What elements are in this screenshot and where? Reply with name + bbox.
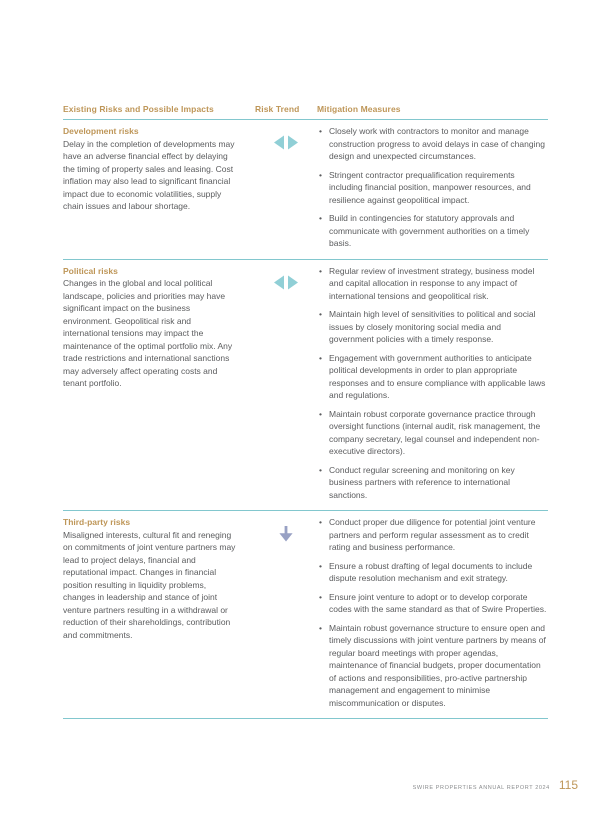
mitigation-list (317, 516, 548, 709)
risk-title: Third-party risks (63, 517, 131, 527)
mitigation-item: • Closely work with contractors to monitor and manage construction progress to avoid delays in case of changing design and unexpected circumstances. (317, 125, 548, 163)
mitigation-item: • Stringent contractor prequalification requirements including financial position, manpower resources, and resilience against geopolitical impact. (317, 169, 548, 207)
risk-cell (63, 265, 255, 502)
left-right-arrow-icon (274, 135, 298, 150)
header-existing-risks: Existing Risks and Possible Impacts (63, 104, 214, 114)
risk-title: Political risks (63, 265, 118, 276)
page-number: 115 (558, 778, 578, 792)
header-mitigation-measures: Mitigation Measures (317, 104, 401, 114)
trend-cell (255, 125, 317, 250)
risk-description: Delay in the completion of developments may have an adverse financial effect by delaying the timing of property sales and leasing. Cost inflation may also lead to significant financial impact due to economic volatilities, supply chain issues and labour shortage. (63, 138, 235, 211)
risk-cell (63, 125, 255, 250)
header-risk-trend: Risk Trend (255, 104, 300, 114)
report-title: SWIRE PROPERTIES ANNUAL REPORT 2024 (412, 785, 550, 791)
left-right-arrow-icon (274, 275, 298, 290)
risk-description: Misaligned interests, cultural fit and reneging on commitments of joint venture partners may lead to project delays, financial and reputational impact. Changes in financial position resulting in liquidity problems, changes in leadership and stance of joint venture partners resulting in a withdrawal or reduction of their shareholdings, contribution and commitments. (63, 529, 236, 640)
risk-description: Changes in the global and local political landscape, policies and priorities may have significant impact on the business environment. Geopolitical risk and international tensions may impact the maintenance of the optimal portfolio mix. Any trade restrictions and international sanctions may adversely affect operating costs and tenant portfolio. (63, 278, 233, 388)
table-row-third-party-risks (63, 511, 548, 719)
mitigation-item: • Maintain high level of sensitivities to political and social issues by closely monitoring social media and government policies with a timely response. (317, 308, 548, 346)
mitigation-item: • Regular review of investment strategy, business model and capital allocation in response to any impact of international tensions and geopolitical risk. (317, 265, 548, 303)
mitigation-item: • Maintain robust governance structure to ensure open and timely discussions with joint venture partners by means of regular board meetings with proper agendas, maintenance of financial budgets, proper documentation of actions and responsibilities, pro-active partnership management and engagement to minimise miscommunication or disputes. (317, 622, 548, 710)
mitigation-item: • Conduct proper due diligence for potential joint venture partners and perform regular assessment as to credit rating and business performance. (317, 516, 548, 554)
table-header-row (63, 104, 548, 120)
mitigation-list (317, 125, 548, 250)
risk-cell (63, 516, 255, 709)
risk-title: Development risks (63, 126, 139, 136)
down-arrow-icon (278, 526, 294, 542)
mitigation-list (317, 265, 548, 502)
trend-cell (255, 516, 317, 709)
mitigation-item: • Ensure joint venture to adopt or to develop corporate codes with the same standard as that of Swire Properties. (317, 591, 548, 616)
mitigation-item: • Engagement with government authorities to anticipate political developments in order to plan appropriate responses and to ensure compliance with applicable laws and regulations. (317, 352, 548, 402)
mitigation-item: • Conduct regular screening and monitoring on key business partners with reference to international sanctions. (317, 464, 548, 502)
mitigation-item: • Build in contingencies for statutory approvals and communicate with government authorities on a timely basis. (317, 212, 548, 250)
page-footer (413, 778, 578, 792)
table-row-development-risks (63, 120, 548, 260)
mitigation-item: • Maintain robust corporate governance practice through oversight functions (internal audit, risk management, the company secretary, legal counsel and independent non-executive directors). (317, 408, 548, 458)
trend-cell (255, 265, 317, 502)
table-row-political-risks (63, 260, 548, 512)
risk-table (63, 104, 548, 719)
mitigation-item: • Ensure a robust drafting of legal documents to include dispute resolution mechanism and exit strategy. (317, 560, 548, 585)
